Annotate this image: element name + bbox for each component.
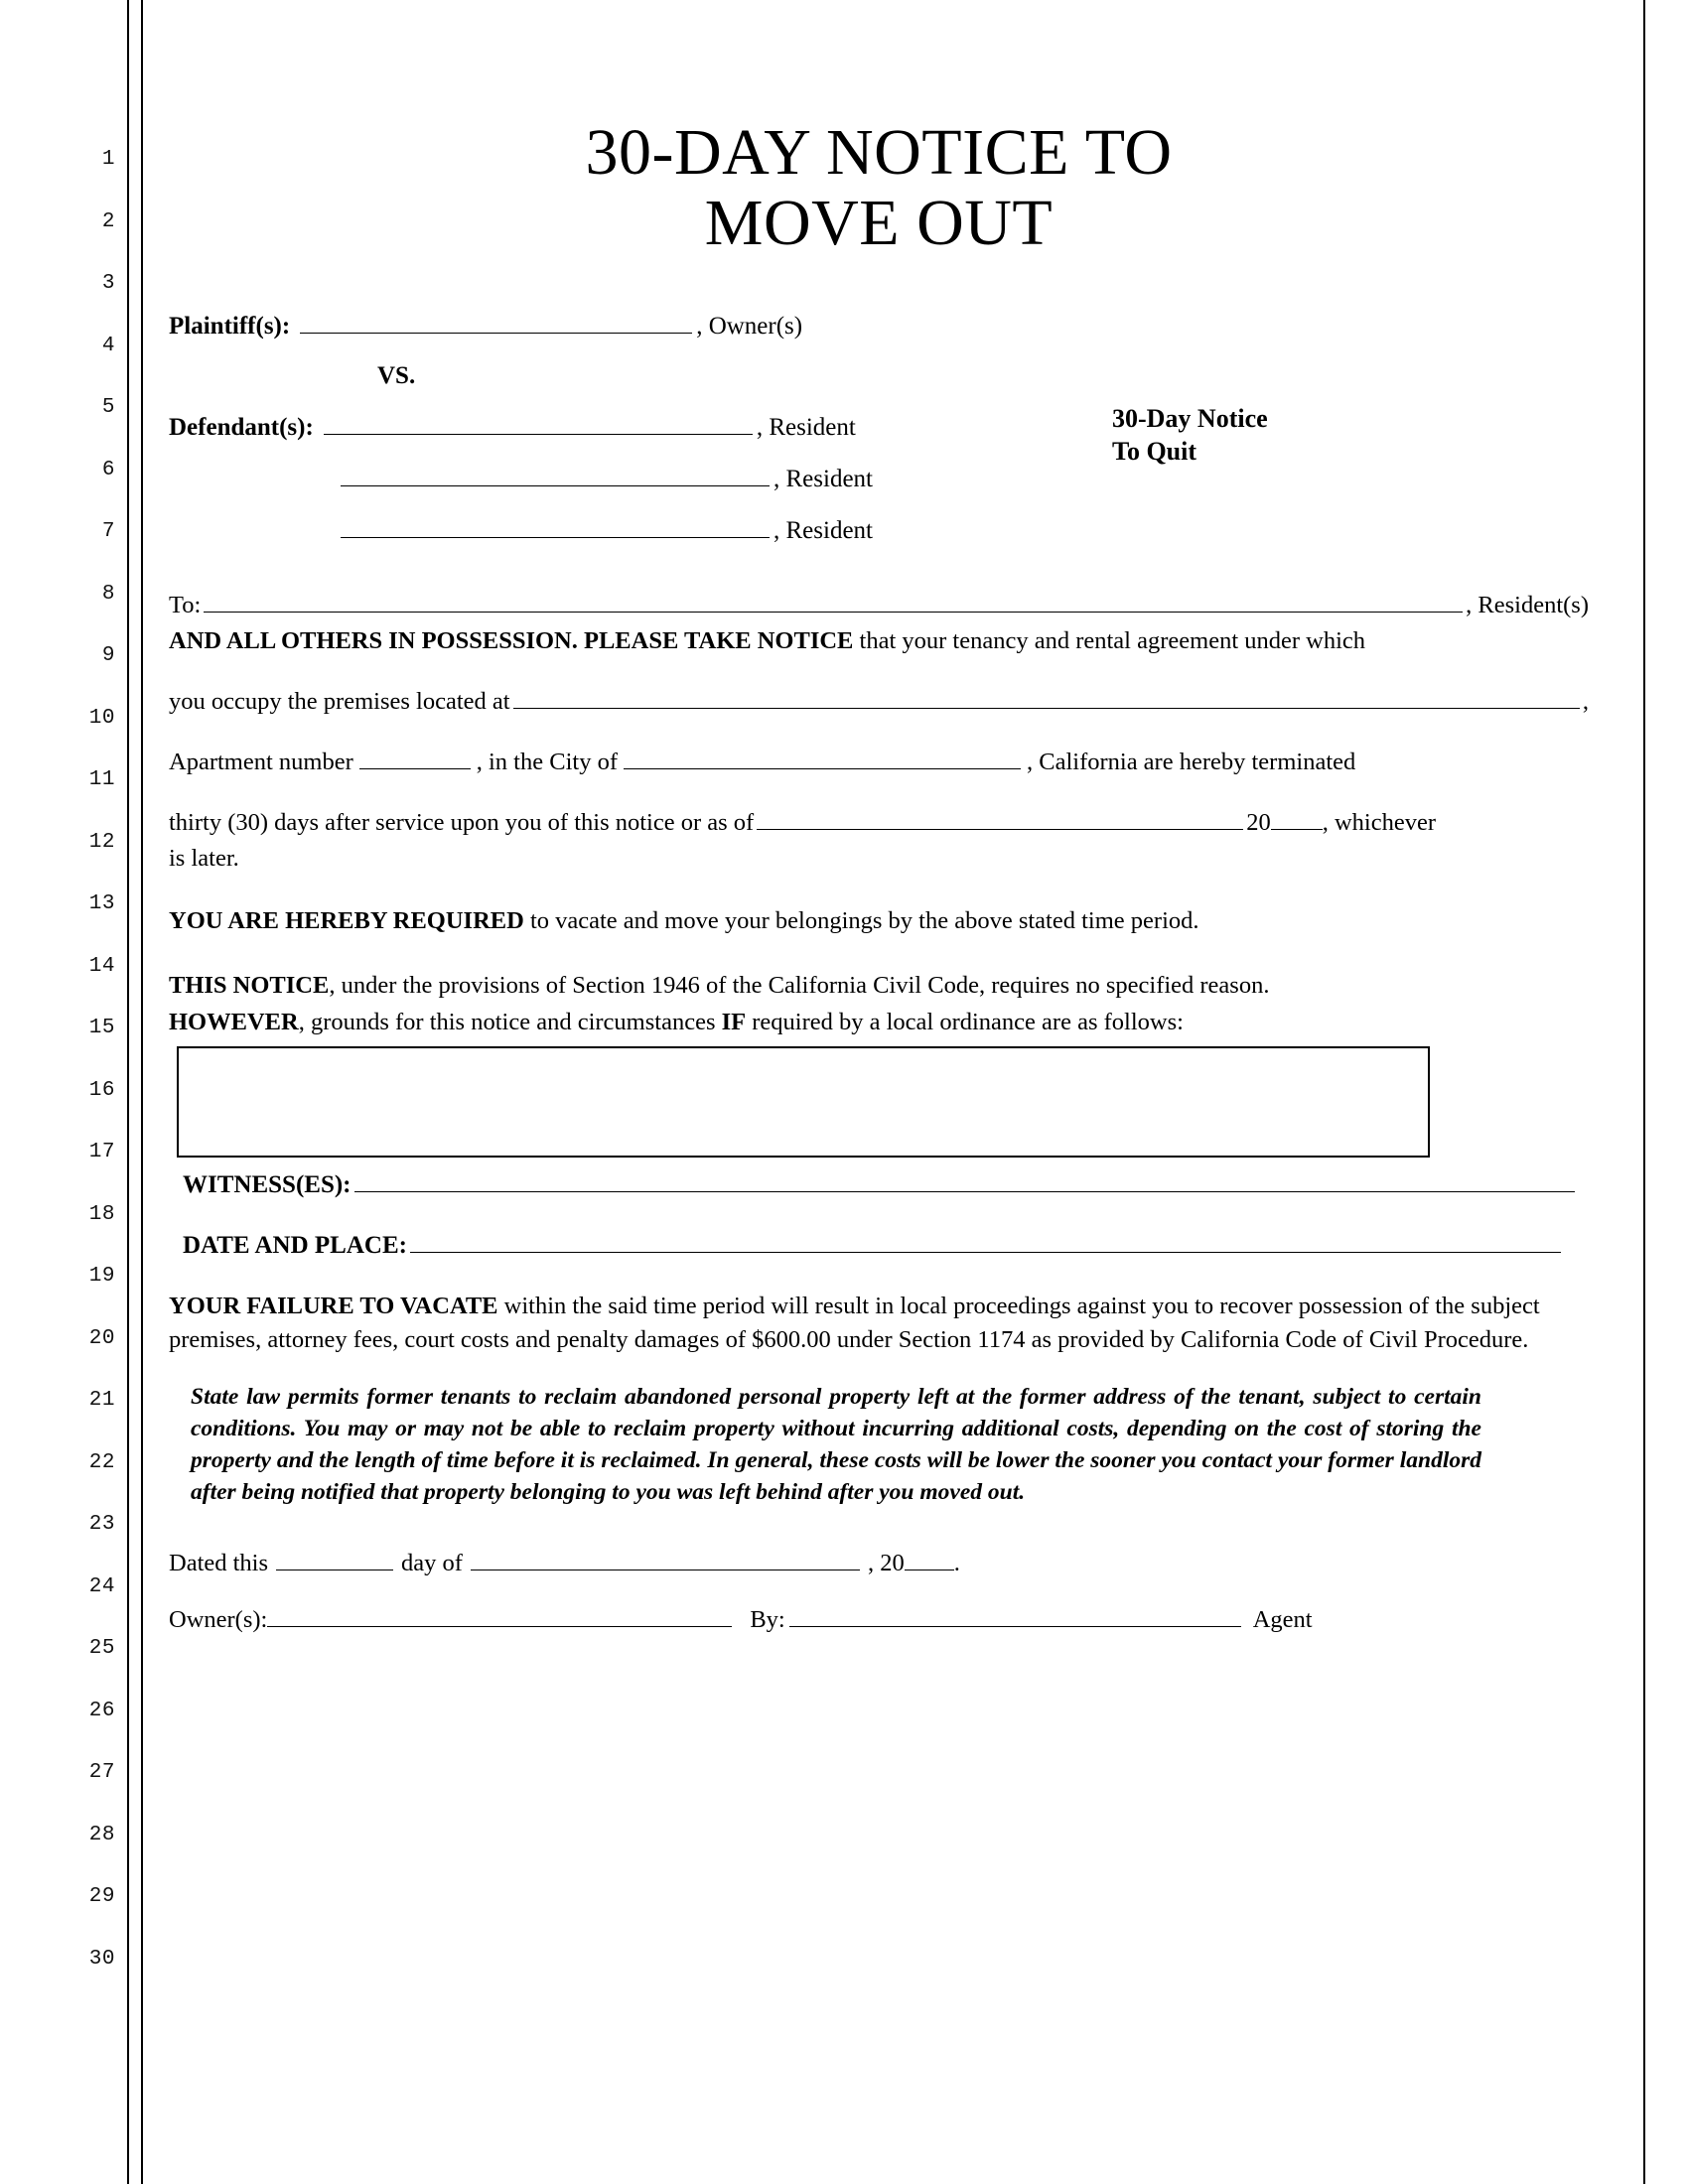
dated-period: . <box>953 1549 960 1576</box>
however-rest-b: required by a local ordinance are as follows: <box>746 1008 1184 1035</box>
year-prefix: 20 <box>1246 808 1271 836</box>
witness-label: WITNESS(ES): <box>183 1170 352 1198</box>
state-law-paragraph: State law permits former tenants to reclaim abandoned personal property left at the former address of the tenant, subject to certain conditions. You may or may not be able to reclaim property without incurring additional costs, depending on the cost of storing the property and the length of time before it is reclaimed. In general, these costs will be lower the sooner you contact your former landlord after being notified that property belonging to you was left behind after you moved out. <box>191 1384 1481 1505</box>
this-notice-rest: , under the provisions of Section 1946 of the California Civil Code, requires no specified reason. <box>329 972 1270 999</box>
signature-row <box>169 1603 1589 1638</box>
take-notice-rest: that your tenancy and rental agreement under which <box>853 627 1366 655</box>
grounds-textarea[interactable] <box>177 1046 1430 1158</box>
margin-rule-left-outer <box>127 0 129 2184</box>
line-number: 6 <box>101 458 115 481</box>
line-number: 14 <box>88 954 115 978</box>
line-number: 8 <box>101 582 115 606</box>
plaintiff-input[interactable] <box>300 311 692 334</box>
line-number: 26 <box>88 1699 115 1722</box>
margin-rule-left-inner <box>141 0 143 2184</box>
dated-month-input[interactable] <box>471 1548 860 1570</box>
dated-year-prefix: , 20 <box>867 1549 905 1576</box>
apartment-label: Apartment number <box>169 748 353 775</box>
defendant-input-3[interactable] <box>341 515 770 538</box>
termination-date-input[interactable] <box>757 809 1243 830</box>
witness-row <box>169 1167 1589 1203</box>
defendant-row-1 <box>169 412 1589 442</box>
notice-type-line-2: To Quit <box>1112 436 1197 466</box>
line-number: 3 <box>101 272 115 295</box>
failure-to-vacate-paragraph <box>169 1290 1589 1359</box>
defendant-input-1[interactable] <box>324 412 753 435</box>
to-suffix: , Resident(s) <box>1466 591 1589 618</box>
by-label: By: <box>750 1605 785 1633</box>
line-number: 4 <box>101 334 115 357</box>
line-number: 5 <box>101 396 115 419</box>
dated-day-input[interactable] <box>276 1548 393 1570</box>
day-of-label: day of <box>401 1549 463 1576</box>
termination-date-line <box>169 806 1589 841</box>
line-number: 16 <box>88 1078 115 1102</box>
title-line-1: 30-DAY NOTICE TO <box>585 116 1173 189</box>
line-number: 29 <box>88 1885 115 1908</box>
plaintiff-suffix: , Owner(s) <box>696 312 803 340</box>
agent-signature-input[interactable] <box>789 1604 1241 1627</box>
line-number: 1 <box>101 148 115 171</box>
line-number: 12 <box>88 830 115 854</box>
line-number: 27 <box>88 1761 115 1784</box>
defendant-row-2 <box>169 464 1589 493</box>
line-number: 15 <box>88 1017 115 1039</box>
however-bold: HOWEVER <box>169 1008 299 1035</box>
witness-input[interactable] <box>354 1171 1576 1192</box>
apartment-number-input[interactable] <box>359 747 471 769</box>
failure-to-vacate-rest: within the said time period will result in local proceedings against you to recover possession of the subject premises, attorney fees, court costs and penalty damages of $600.00 under Section 1174 as provided by California Code of Civil Procedure. <box>169 1292 1540 1354</box>
owners-signature-input[interactable] <box>267 1604 732 1627</box>
plaintiff-row <box>169 311 1589 341</box>
line-number: 9 <box>101 644 115 667</box>
however-if-bold: IF <box>721 1008 747 1035</box>
defendant-suffix-2: , Resident <box>774 465 873 492</box>
this-notice-bold: THIS NOTICE <box>169 972 330 999</box>
this-notice-paragraph <box>169 969 1589 1004</box>
owners-label: Owner(s): <box>169 1605 268 1633</box>
premises-line <box>169 685 1589 720</box>
agent-label: Agent <box>1252 1605 1313 1633</box>
line-number: 19 <box>88 1265 115 1288</box>
premises-suffix: , <box>1582 688 1589 716</box>
line-number-column <box>60 129 115 1990</box>
vs-label: VS. <box>377 361 416 389</box>
failure-to-vacate-bold: YOUR FAILURE TO VACATE <box>169 1292 498 1319</box>
page-title <box>169 117 1589 259</box>
hereby-required-rest: to vacate and move your belongings by the above stated time period. <box>523 907 1199 935</box>
notice-type-line-1: 30-Day Notice <box>1112 403 1268 433</box>
line-number: 30 <box>88 1947 115 1971</box>
notice-type-title <box>1112 402 1268 469</box>
line-number: 13 <box>88 892 115 915</box>
date-place-label: DATE AND PLACE: <box>183 1232 407 1260</box>
plaintiff-label: Plaintiff(s): <box>169 312 291 340</box>
margin-rule-right <box>1643 0 1645 2184</box>
year-input[interactable] <box>1271 807 1323 830</box>
line-number: 10 <box>88 706 115 730</box>
year-suffix: , whichever <box>1322 808 1436 836</box>
however-paragraph <box>169 1006 1589 1040</box>
is-later-text: is later. <box>169 845 239 873</box>
line-number: 2 <box>101 209 115 233</box>
line-number: 21 <box>88 1389 115 1412</box>
defendant-row-3 <box>169 515 1589 545</box>
defendant-label: Defendant(s): <box>169 413 314 441</box>
line-number: 20 <box>88 1326 115 1350</box>
date-place-row <box>169 1228 1589 1264</box>
take-notice-paragraph <box>169 624 1589 659</box>
line-number: 11 <box>88 768 115 791</box>
defendant-input-2[interactable] <box>341 464 770 486</box>
defendant-suffix-1: , Resident <box>756 413 856 441</box>
document-content <box>169 0 1589 1638</box>
date-place-input[interactable] <box>410 1232 1561 1253</box>
premises-input[interactable] <box>513 688 1580 709</box>
caption-block <box>169 311 1589 545</box>
hereby-required-paragraph <box>169 904 1589 939</box>
defendant-suffix-3: , Resident <box>774 516 873 544</box>
however-rest-a: , grounds for this notice and circumstances <box>298 1008 722 1035</box>
thirty-days-label: thirty (30) days after service upon you of this notice or as of <box>169 808 755 836</box>
city-label: , in the City of <box>476 748 618 775</box>
line-number: 7 <box>101 520 115 543</box>
city-suffix: , California are hereby terminated <box>1026 748 1356 775</box>
city-input[interactable] <box>624 747 1021 769</box>
line-number: 22 <box>88 1450 115 1474</box>
line-number: 24 <box>88 1574 115 1598</box>
vs-row <box>169 362 1589 390</box>
line-number: 18 <box>88 1202 115 1226</box>
line-number: 17 <box>88 1141 115 1163</box>
apartment-city-line <box>169 746 1589 780</box>
to-input[interactable] <box>204 592 1463 613</box>
dated-this-label: Dated this <box>169 1549 269 1576</box>
line-number: 28 <box>88 1823 115 1846</box>
dated-row <box>169 1547 1589 1581</box>
take-notice-bold: AND ALL OTHERS IN POSSESSION. PLEASE TAKE NOTICE <box>169 627 854 655</box>
dated-year-input[interactable] <box>905 1548 954 1570</box>
to-line <box>169 589 1589 623</box>
premises-label: you occupy the premises located at <box>169 688 510 716</box>
line-number: 25 <box>88 1637 115 1660</box>
title-line-2: MOVE OUT <box>704 187 1054 260</box>
hereby-required-bold: YOU ARE HEREBY REQUIRED <box>169 907 524 935</box>
to-label: To: <box>169 591 202 618</box>
line-number: 23 <box>88 1513 115 1536</box>
notice-body <box>169 589 1589 1638</box>
